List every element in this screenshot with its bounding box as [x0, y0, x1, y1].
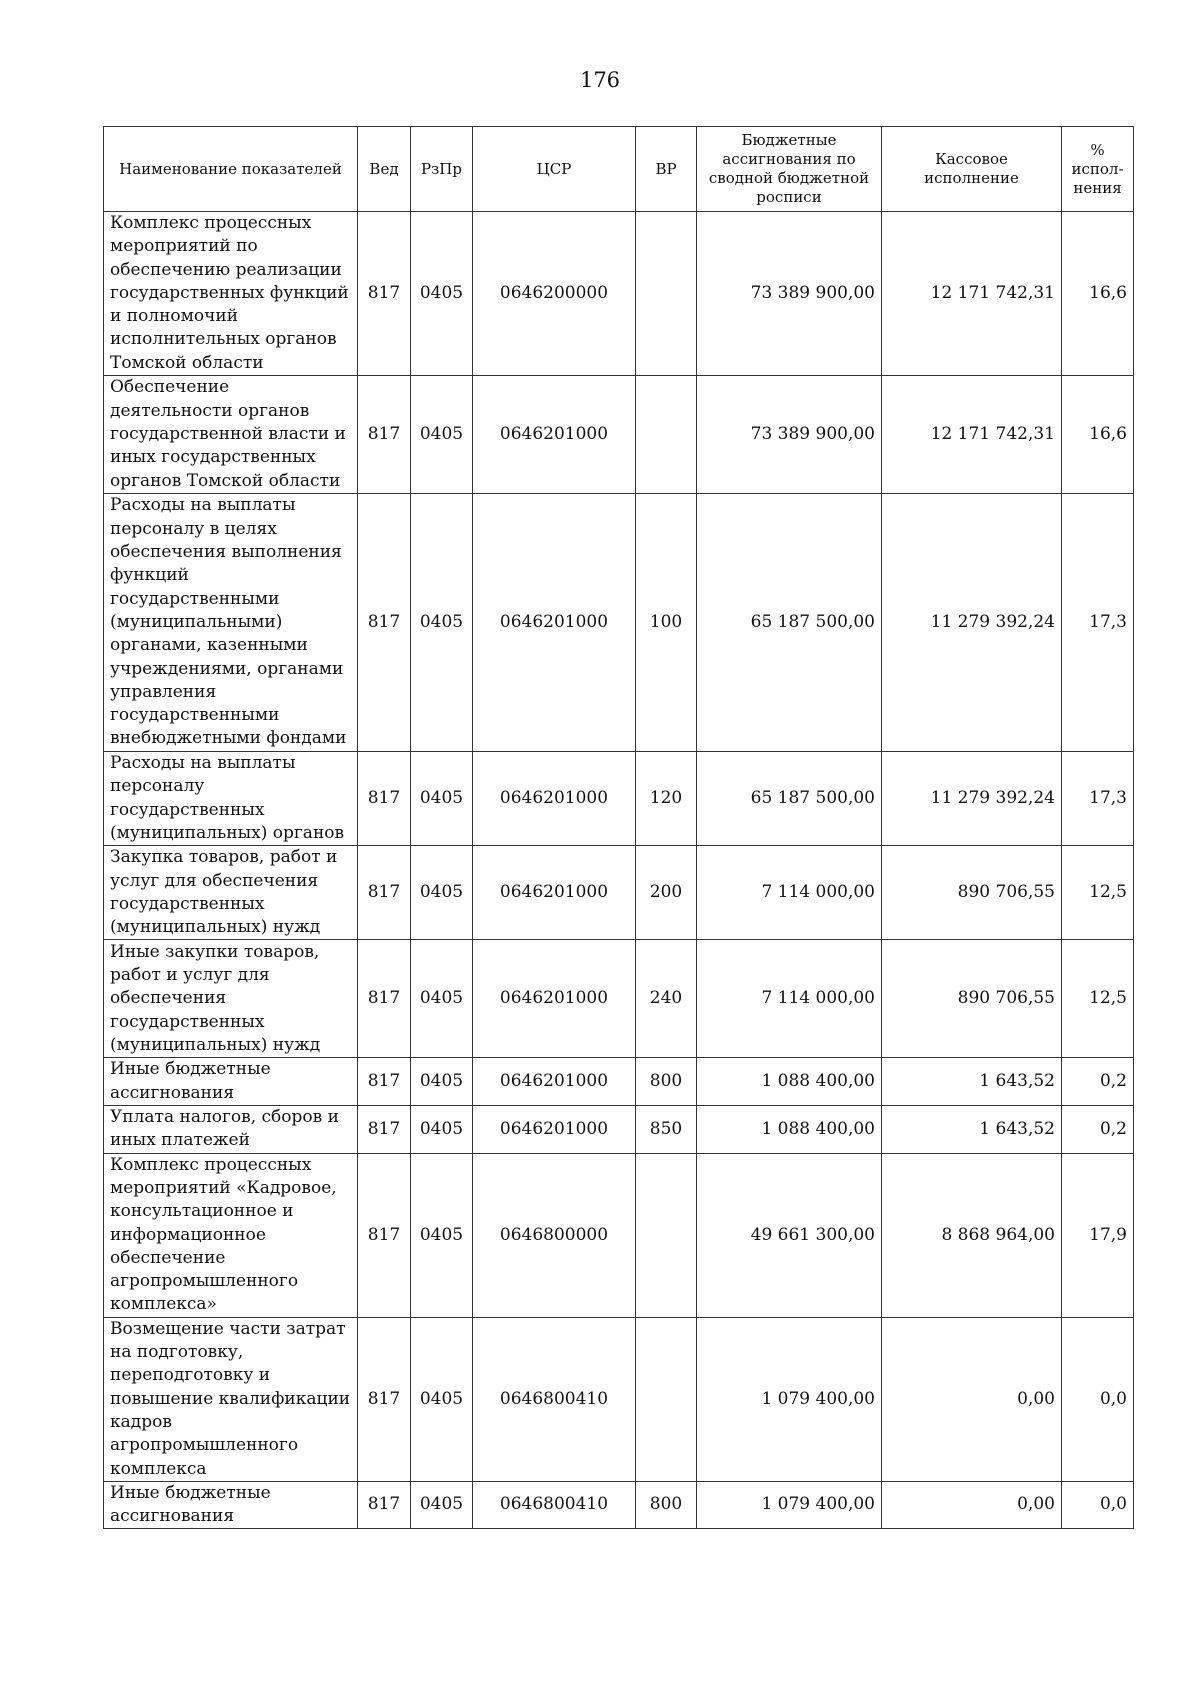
row-pct: 17,9 — [1062, 1153, 1134, 1317]
row-name: Обеспечение деятельности органов государственной власти и иных государственных органов Томской области — [104, 376, 358, 494]
header-vr: ВР — [636, 127, 697, 212]
header-name: Наименование показателей — [104, 127, 358, 212]
row-cash: 1 643,52 — [882, 1058, 1062, 1106]
table-row — [104, 1058, 1134, 1106]
row-rzpr: 0405 — [411, 752, 473, 846]
row-pct: 16,6 — [1062, 376, 1134, 494]
row-csr: 0646201000 — [473, 494, 636, 752]
header-csr: ЦСР — [473, 127, 636, 212]
row-ved: 817 — [358, 1481, 411, 1529]
budget-execution-table — [103, 126, 1134, 1529]
row-ved: 817 — [358, 940, 411, 1058]
row-rzpr: 0405 — [411, 494, 473, 752]
table-row — [104, 494, 1134, 752]
row-cash: 8 868 964,00 — [882, 1153, 1062, 1317]
row-pct: 17,3 — [1062, 494, 1134, 752]
row-rzpr: 0405 — [411, 1106, 473, 1154]
table-row — [104, 1153, 1134, 1317]
row-name: Уплата налогов, сборов и иных платежей — [104, 1106, 358, 1154]
row-name: Иные бюджетные ассигнования — [104, 1481, 358, 1529]
row-budget: 1 088 400,00 — [697, 1106, 882, 1154]
row-ved: 817 — [358, 376, 411, 494]
row-csr: 0646800410 — [473, 1481, 636, 1529]
row-rzpr: 0405 — [411, 1317, 473, 1481]
row-budget: 49 661 300,00 — [697, 1153, 882, 1317]
row-pct: 0,0 — [1062, 1481, 1134, 1529]
row-cash: 12 171 742,31 — [882, 212, 1062, 376]
page-number: 176 — [579, 68, 621, 92]
header-pct: % испол-нения — [1062, 127, 1134, 212]
row-csr: 0646201000 — [473, 752, 636, 846]
row-vr: 120 — [636, 752, 697, 846]
row-pct: 0,2 — [1062, 1106, 1134, 1154]
row-ved: 817 — [358, 1153, 411, 1317]
row-pct: 17,3 — [1062, 752, 1134, 846]
row-cash: 0,00 — [882, 1317, 1062, 1481]
row-pct: 12,5 — [1062, 846, 1134, 940]
row-vr — [636, 1153, 697, 1317]
row-budget: 7 114 000,00 — [697, 940, 882, 1058]
table-row — [104, 1481, 1134, 1529]
row-name: Комплекс процессных мероприятий по обеспечению реализации государственных функций и полномочий исполнительных органов Томской области — [104, 212, 358, 376]
row-vr — [636, 1317, 697, 1481]
row-csr: 0646201000 — [473, 1106, 636, 1154]
header-rzpr: РзПр — [411, 127, 473, 212]
row-name: Расходы на выплаты персоналу государственных (муниципальных) органов — [104, 752, 358, 846]
row-cash: 890 706,55 — [882, 846, 1062, 940]
row-ved: 817 — [358, 1058, 411, 1106]
row-pct: 16,6 — [1062, 212, 1134, 376]
row-budget: 73 389 900,00 — [697, 376, 882, 494]
row-rzpr: 0405 — [411, 1481, 473, 1529]
row-ved: 817 — [358, 494, 411, 752]
row-rzpr: 0405 — [411, 846, 473, 940]
row-ved: 817 — [358, 1106, 411, 1154]
row-pct: 12,5 — [1062, 940, 1134, 1058]
row-rzpr: 0405 — [411, 1153, 473, 1317]
row-vr — [636, 376, 697, 494]
row-pct: 0,0 — [1062, 1317, 1134, 1481]
row-vr: 850 — [636, 1106, 697, 1154]
row-name: Иные бюджетные ассигнования — [104, 1058, 358, 1106]
row-csr: 0646800410 — [473, 1317, 636, 1481]
row-budget: 65 187 500,00 — [697, 752, 882, 846]
row-csr: 0646201000 — [473, 376, 636, 494]
header-budget: Бюджетные ассигнования по сводной бюджетной росписи — [697, 127, 882, 212]
row-cash: 11 279 392,24 — [882, 752, 1062, 846]
row-budget: 1 088 400,00 — [697, 1058, 882, 1106]
row-cash: 12 171 742,31 — [882, 376, 1062, 494]
row-vr: 800 — [636, 1481, 697, 1529]
row-csr: 0646800000 — [473, 1153, 636, 1317]
table-row — [104, 752, 1134, 846]
row-rzpr: 0405 — [411, 1058, 473, 1106]
row-budget: 1 079 400,00 — [697, 1317, 882, 1481]
row-name: Расходы на выплаты персоналу в целях обеспечения выполнения функций государственными (муниципальными) органами, казенными учреждениями, органами управления государственными внебюджетными фондами — [104, 494, 358, 752]
row-cash: 1 643,52 — [882, 1106, 1062, 1154]
table-row — [104, 940, 1134, 1058]
table-row — [104, 212, 1134, 376]
table-row — [104, 1106, 1134, 1154]
row-csr: 0646200000 — [473, 212, 636, 376]
row-rzpr: 0405 — [411, 376, 473, 494]
row-name: Возмещение части затрат на подготовку, переподготовку и повышение квалификации кадров агропромышленного комплекса — [104, 1317, 358, 1481]
row-cash: 0,00 — [882, 1481, 1062, 1529]
row-budget: 65 187 500,00 — [697, 494, 882, 752]
row-csr: 0646201000 — [473, 846, 636, 940]
row-csr: 0646201000 — [473, 1058, 636, 1106]
row-name: Закупка товаров, работ и услуг для обеспечения государственных (муниципальных) нужд — [104, 846, 358, 940]
table-row — [104, 1317, 1134, 1481]
row-budget: 1 079 400,00 — [697, 1481, 882, 1529]
row-vr: 800 — [636, 1058, 697, 1106]
row-budget: 73 389 900,00 — [697, 212, 882, 376]
row-cash: 11 279 392,24 — [882, 494, 1062, 752]
row-rzpr: 0405 — [411, 212, 473, 376]
row-vr: 100 — [636, 494, 697, 752]
row-vr — [636, 212, 697, 376]
row-ved: 817 — [358, 752, 411, 846]
row-ved: 817 — [358, 846, 411, 940]
row-ved: 817 — [358, 212, 411, 376]
row-name: Иные закупки товаров, работ и услуг для обеспечения государственных (муниципальных) нужд — [104, 940, 358, 1058]
table-row — [104, 376, 1134, 494]
row-ved: 817 — [358, 1317, 411, 1481]
table-row — [104, 846, 1134, 940]
header-ved: Вед — [358, 127, 411, 212]
row-vr: 240 — [636, 940, 697, 1058]
table-header-row — [104, 127, 1134, 212]
row-pct: 0,2 — [1062, 1058, 1134, 1106]
header-cash: Кассовое исполнение — [882, 127, 1062, 212]
row-csr: 0646201000 — [473, 940, 636, 1058]
row-cash: 890 706,55 — [882, 940, 1062, 1058]
row-budget: 7 114 000,00 — [697, 846, 882, 940]
row-vr: 200 — [636, 846, 697, 940]
row-name: Комплекс процессных мероприятий «Кадровое, консультационное и информационное обеспечение агропромышленного комплекса» — [104, 1153, 358, 1317]
row-rzpr: 0405 — [411, 940, 473, 1058]
